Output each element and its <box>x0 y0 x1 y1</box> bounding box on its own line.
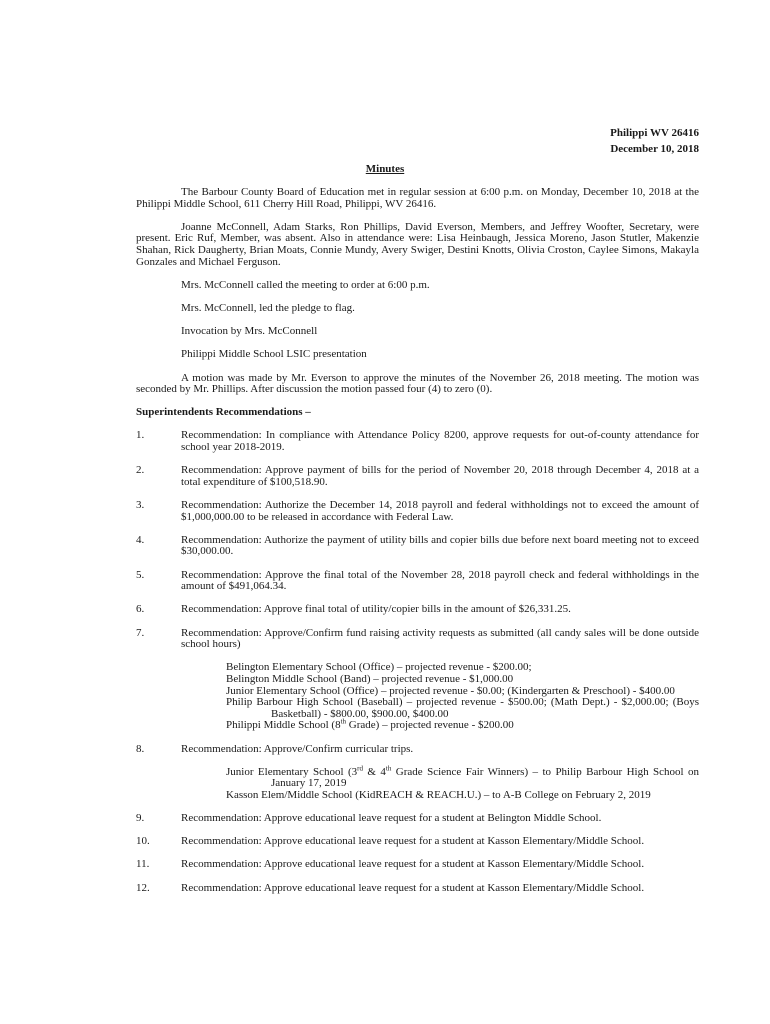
recommendation-item <box>136 604 699 616</box>
trip-entry-text: & 4 <box>363 765 386 778</box>
recommendation-number: 3. <box>136 499 145 512</box>
recommendation-text: Recommendation: Authorize the payment of utility bills and copier bills due before next board meeting not to exceed $30,000.00. <box>181 533 699 558</box>
document-title: Minutes <box>365 163 405 175</box>
recommendation-text: Recommendation: Authorize the December 14, 2018 payroll and federal withholdings not to exceed the amount of $1,000,000.00 to be released in accordance with Federal Law. <box>181 499 699 523</box>
header-date: December 10, 2018 <box>610 143 699 155</box>
header-location: Philippi WV 26416 <box>610 127 699 139</box>
recommendation-number: 7. <box>136 626 145 639</box>
presentation: Philippi Middle School LSIC presentation <box>181 348 367 361</box>
recommendation-number: 6. <box>136 603 145 616</box>
document-body <box>136 187 699 906</box>
recommendation-number: 10. <box>136 835 150 848</box>
fundraising-entry: Belington Middle School (Band) – projected revenue - $1,000.00 <box>226 672 514 685</box>
recommendation-item <box>136 570 699 593</box>
recommendation-number: 11. <box>136 858 150 871</box>
recommendation-item <box>136 883 699 895</box>
pledge: Mrs. McConnell, led the pledge to flag. <box>181 301 355 314</box>
trips-list <box>226 764 699 802</box>
recommendation-text: Recommendation: Approve payment of bills for the period of November 20, 2018 through December 4, 2018 at a total expenditure of $100,518.90. <box>181 464 699 488</box>
recommendation-item <box>136 430 699 453</box>
recommendation-text: Recommendation: In compliance with Attendance Policy 8200, approve requests for out-of-county attendance for school year 2018-2019. <box>181 429 699 454</box>
fundraising-entry <box>226 717 699 732</box>
minutes-motion: A motion was made by Mr. Everson to approve the minutes of the November 26, 2018 meeting. The motion was seconded by Mr. Phillips. After discussion the motion passed four (4) to zero (0). <box>136 371 699 396</box>
trip-entry <box>226 764 699 790</box>
fundraising-entry: Belington Elementary School (Office) – projected revenue - $200.00; <box>226 661 532 674</box>
recommendation-number: 5. <box>136 568 145 581</box>
recommendation-item <box>136 535 699 558</box>
invocation: Invocation by Mrs. McConnell <box>181 325 318 338</box>
recommendation-item <box>136 859 699 871</box>
fundraising-entry: Junior Elementary School (Office) – projected revenue - $0.00; (Kindergarten & Preschool) - $400.00 <box>226 684 675 697</box>
recommendation-number: 4. <box>136 533 145 546</box>
recommendation-number: 9. <box>136 812 145 825</box>
recommendation-text: Recommendation: Approve/Confirm curricular trips. <box>181 742 414 755</box>
attendance-paragraph: Joanne McConnell, Adam Starks, Ron Phillips, David Everson, Members, and Jeffrey Woofter, Secretary, were present. Eric Ruf, Member, was absent. Also in attendance were: Lisa Heinbaugh, Jessica Moreno, Jason Stutler, Makenzie Shahan, Rick Daugherty, Brian Moats, Connie Mundy, Avery Swiger, Destini Knotts, Olivia Croston, Caylee Simons, Makayla Gonzales and Michael Ferguson. <box>136 220 699 268</box>
recommendation-item <box>136 813 699 825</box>
meeting-intro: The Barbour County Board of Education met in regular session at 6:00 p.m. on Monday, December 10, 2018 at the Philippi Middle School, 611 Cherry Hill Road, Philippi, WV 26416. <box>136 186 699 210</box>
recommendation-text: Recommendation: Approve final total of utility/copier bills in the amount of $26,331.25. <box>181 603 571 616</box>
recommendation-text: Recommendation: Approve the final total of the November 28, 2018 payroll check and federal withholdings in the amount of $491,064.34. <box>181 568 699 593</box>
recommendation-item <box>136 628 699 651</box>
ordinal-suffix: th <box>340 717 347 726</box>
section-heading: Superintendents Recommendations – <box>136 406 311 419</box>
recommendation-number: 1. <box>136 429 145 442</box>
recommendation-text: Recommendation: Approve educational leave request for a student at Kasson Elementary/Middle School. <box>181 835 645 848</box>
trip-entry-text: Grade Science Fair Winners) – to Philip Barbour High School on January 17, 2019 <box>271 765 699 790</box>
document-header <box>610 125 699 157</box>
call-to-order: Mrs. McConnell called the meeting to order at 6:00 p.m. <box>181 278 430 291</box>
fundraising-entry-text: Philippi Middle School (8 <box>226 719 341 732</box>
trip-entry: Kasson Elem/Middle School (KidREACH & REACH.U.) – to A-B College on February 2, 2019 <box>226 788 651 801</box>
recommendation-item <box>136 836 699 848</box>
recommendation-item <box>136 465 699 488</box>
fundraising-list <box>226 662 699 732</box>
fundraising-entry: Philip Barbour High School (Baseball) – projected revenue - $500.00; (Math Dept.) - $2,000.00; (Boys Basketball) - $800.00, $900.00, $400.00 <box>226 696 699 720</box>
recommendation-item <box>136 744 699 756</box>
ordinal-suffix: rd <box>357 764 364 773</box>
trip-entry-text: Junior Elementary School (3 <box>226 765 358 778</box>
recommendation-item <box>136 500 699 523</box>
recommendation-text: Recommendation: Approve/Confirm fund raising activity requests as submitted (all candy sales will be done outside school hours) <box>181 626 699 651</box>
recommendation-text: Recommendation: Approve educational leave request for a student at Belington Middle School. <box>181 812 602 825</box>
recommendation-text: Recommendation: Approve educational leave request for a student at Kasson Elementary/Middle School. <box>181 858 645 871</box>
recommendation-text: Recommendation: Approve educational leave request for a student at Kasson Elementary/Middle School. <box>181 881 645 894</box>
ordinal-suffix: th <box>385 764 392 773</box>
recommendation-number: 2. <box>136 464 145 477</box>
recommendation-number: 12. <box>136 881 150 894</box>
recommendation-number: 8. <box>136 742 145 755</box>
fundraising-entry-text: Grade) – projected revenue - $200.00 <box>346 719 514 732</box>
